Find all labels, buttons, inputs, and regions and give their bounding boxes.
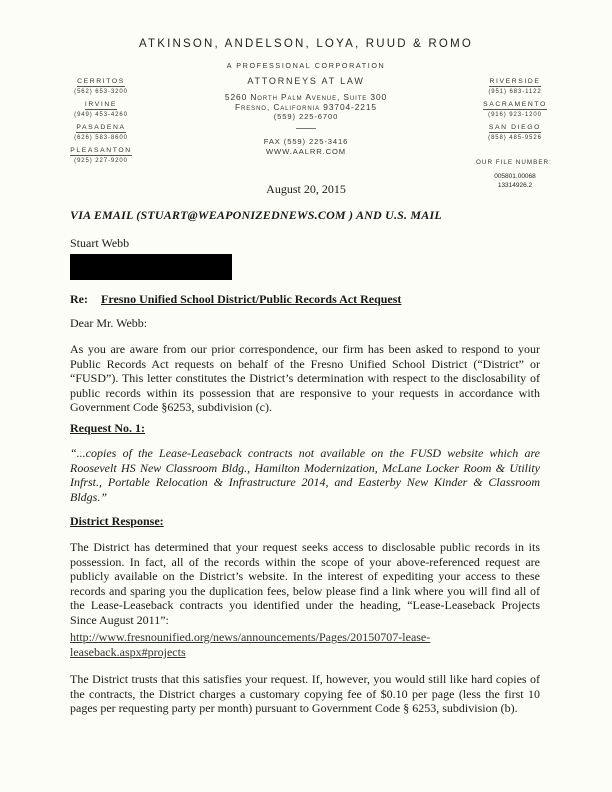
office-city: SACRAMENTO <box>483 101 547 108</box>
re-subject: Fresno Unified School District/Public Records Act Request <box>101 292 402 306</box>
office-city: PLEASANTON <box>70 147 132 154</box>
re-label: Re: <box>70 292 88 306</box>
redaction-box <box>70 254 232 280</box>
firm-type: A PROFESSIONAL CORPORATION <box>226 61 386 70</box>
office-city: RIVERSIDE <box>489 78 541 85</box>
office <box>62 100 140 118</box>
office-phone: (949) 453-4260 <box>74 112 128 118</box>
file-number: 13314926.2 <box>497 181 533 189</box>
firm-address <box>196 92 416 123</box>
firm-fax: FAX (559) 225-3416 <box>263 137 349 146</box>
divider <box>296 128 316 129</box>
office <box>62 123 140 141</box>
office-city: SAN DIEGO <box>488 124 542 131</box>
offices-right <box>476 77 554 146</box>
file-number-label: OUR FILE NUMBER: <box>476 159 552 166</box>
office-phone: (916) 923-1200 <box>488 112 542 118</box>
re-line <box>70 292 402 307</box>
attorneys-at-law: ATTORNEYS AT LAW <box>247 76 365 86</box>
paragraph: As you are aware from our prior correspondence, our firm has been asked to respond to your Public Records Act requests on behalf of the Fresno Unified School District (“District” or “FUSD”). This letter constitutes the District’s determination with respect to the disclosability of public records within its possession that are responsive to your requests in accordance with Government Code §6253, subdivision (c). <box>70 342 540 415</box>
request-quote: “...copies of the Lease-Leaseback contracts not available on the FUSD website which are Roosevelt HS New Classroom Bldg., Hamilton Modernization, McLane Locker Room & Utility Infrst., Portable Relocation & Infrastructure 2014, and Easterby New Kinder & Classroom Bldgs.” <box>70 446 540 504</box>
office-phone: (562) 653-3200 <box>74 89 128 95</box>
office-city: IRVINE <box>84 101 118 108</box>
response-heading: District Response: <box>70 514 164 528</box>
paragraph: The District has determined that your request seeks access to disclosable public records in its possession. In fact, all of the records within the scope of your above-referenced request are publicly available on the District’s website. In the interest of expediting your access to these records and sparing you the duplication fees, below please find a link where you will find all of the Lease-Leaseback contracts you identified under the heading, “Lease-Leaseback Projects Since August 2011”: <box>70 540 540 627</box>
letter-date: August 20, 2015 <box>266 182 346 196</box>
office-phone: (858) 485-9526 <box>488 135 542 141</box>
address-line-1: 5260 North Palm Avenue, Suite 300 <box>224 92 388 102</box>
offices-left <box>62 77 140 169</box>
office-phone: (951) 683-1122 <box>488 89 542 95</box>
fax-block <box>196 137 416 157</box>
file-numbers <box>482 173 548 190</box>
salutation: Dear Mr. Webb: <box>70 316 148 330</box>
firm-website: WWW.AALRR.COM <box>265 147 347 156</box>
file-number: 005801.00068 <box>494 173 536 180</box>
office-city: CERRITOS <box>77 78 125 85</box>
office-phone: (925) 227-9200 <box>74 158 128 164</box>
office-phone: (626) 583-8600 <box>74 135 128 141</box>
firm-name: ATKINSON, ANDELSON, LOYA, RUUD & ROMO <box>138 38 474 50</box>
office-city: PASADENA <box>76 124 126 131</box>
address-line-2: Fresno, California 93704-2215 <box>235 102 377 113</box>
delivery-method: VIA EMAIL (STUART@WEAPONIZEDNEWS.COM ) AND U.S. MAIL <box>70 208 442 222</box>
addressee: Stuart Webb <box>70 236 130 250</box>
office <box>62 77 140 95</box>
request-heading: Request No. 1: <box>70 421 145 435</box>
paragraph: The District trusts that this satisfies your request. If, however, you would still like hard copies of the contracts, the District charges a customary copying fee of $0.10 per page (less the first 10 pages per requesting party per month) pursuant to Government Code § 6253, subdivision (b). <box>70 672 540 716</box>
office <box>476 123 554 141</box>
office <box>476 100 554 118</box>
firm-phone: (559) 225-6700 <box>273 112 339 122</box>
office <box>476 77 554 95</box>
projects-link[interactable]: http://www.fresnounified.org/news/announcements/Pages/20150707-lease-leaseback.aspx#projects <box>70 630 431 659</box>
office <box>62 146 140 164</box>
